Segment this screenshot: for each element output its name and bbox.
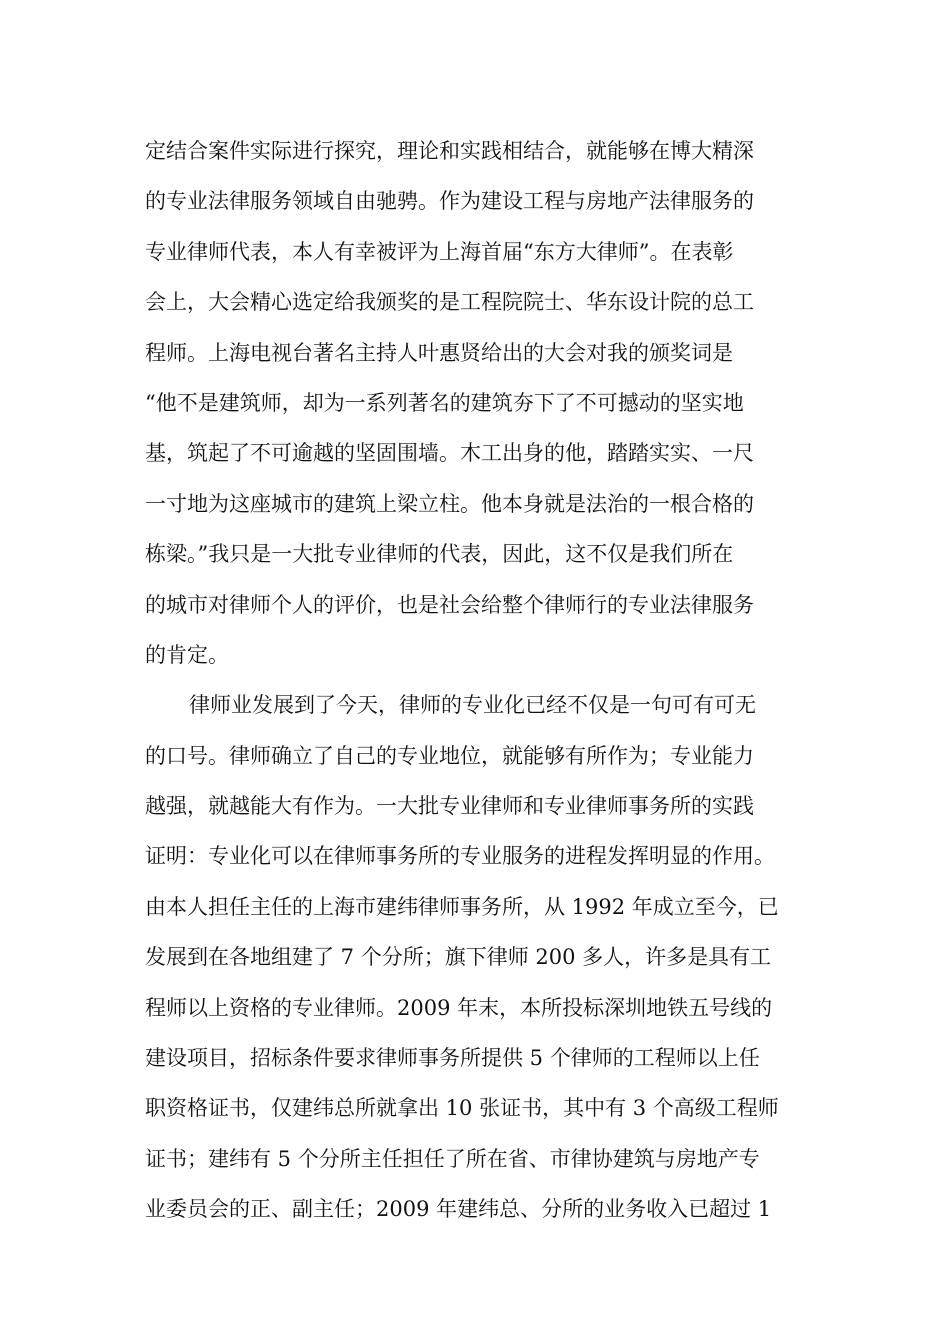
- text-line: 发展到在各地组建了 7 个分所；旗下律师 200 多人，许多是具有工: [145, 945, 772, 970]
- text-line: 建设项目，招标条件要求律师事务所提供 5 个律师的工程师以上任: [145, 1046, 760, 1071]
- text-line: 职资格证书，仅建纬总所就拿出 10 张证书，其中有 3 个高级工程师: [145, 1096, 779, 1121]
- text-line: 越强，就越能大有作为。一大批专业律师和专业律师事务所的实践: [145, 794, 754, 819]
- text-line: 的肯定。: [145, 642, 229, 667]
- text-line: 证书；建纬有 5 个分所主任担任了所在省、市律协建筑与房地产专: [145, 1146, 760, 1171]
- text-line: 由本人担任主任的上海市建纬律师事务所，从 1992 年成立至今，已: [145, 894, 779, 919]
- text-line: 程师以上资格的专业律师。2009 年末，本所投标深圳地铁五号线的: [145, 995, 773, 1020]
- text-line: 定结合案件实际进行探究，理论和实践相结合，就能够在博大精深: [145, 139, 754, 163]
- text-line: 的城市对律师个人的评价，也是社会给整个律师行的专业法律服务: [145, 592, 754, 617]
- text-line: 一寸地为这座城市的建筑上梁立柱。他本身就是法治的一根合格的: [145, 491, 754, 516]
- text-line: 证明：专业化可以在律师事务所的专业服务的进程发挥明显的作用。: [145, 844, 775, 869]
- text-line: 程师。上海电视台著名主持人叶惠贤给出的大会对我的颁奖词是: [145, 340, 733, 365]
- body-text: [145, 126, 825, 1235]
- text-line: 的口号。律师确立了自己的专业地位，就能够有所作为；专业能力: [145, 743, 754, 768]
- text-line: 业委员会的正、副主任；2009 年建纬总、分所的业务收入已超过 1: [145, 1197, 772, 1222]
- paragraph-first-line: 律师业发展到了今天，律师的专业化已经不仅是一句可有可无: [189, 693, 756, 718]
- text-line: 的专业法律服务领域自由驰骋。作为建设工程与房地产法律服务的: [145, 189, 754, 214]
- text-line: 专业律师代表，本人有幸被评为上海首届“东方大律师”。在表彰: [145, 239, 734, 264]
- text-line: 基，筑起了不可逾越的坚固围墙。木工出身的他，踏踏实实、一尺: [145, 441, 754, 466]
- text-line: 栋梁。”我只是一大批专业律师的代表，因此，这不仅是我们所在: [145, 542, 734, 567]
- text-line: 会上，大会精心选定给我颁奖的是工程院院士、华东设计院的总工: [145, 290, 754, 315]
- text-line: “他不是建筑师，却为一系列著名的建筑夯下了不可撼动的坚实地: [145, 390, 744, 415]
